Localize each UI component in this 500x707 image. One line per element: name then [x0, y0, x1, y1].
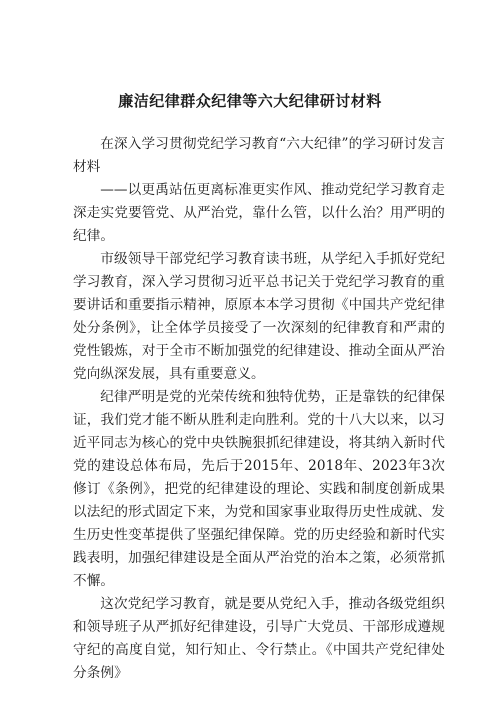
paragraph-education-goal: 这次党纪学习教育，就是要从党纪入手，推动各级党组织和领导班子从严抓好纪律建设，引导广大党员、干部形成遵规守纪的高度自觉，知行知止、令行禁止。《中国共产党纪律处分条例》	[73, 596, 445, 681]
document-title: 廉洁纪律群众纪律等六大纪律研讨材料	[118, 92, 382, 110]
document-body	[73, 133, 445, 685]
paragraph-subtitle: ——以更禹站伍更离标准更实作风、推动党纪学习教育走深走实党要管党、从严治党，靠什么管，以什么治？用严明的纪律。	[73, 182, 445, 244]
paragraph-discipline-tradition: 纪律严明是党的光荣传统和独特优势，正是靠铁的纪律保证，我们党才能不断从胜利走向胜利。党的十八大以来，以习近平同志为核心的党中央铁腕狠抓纪律建设，将其纳入新时代党的建设总体布局，先后于2015年、2018年、2023年3次修订《条例》，把党的纪律建设的理论、实践和制度创新成果以法纪的形式固定下来，为党和国家事业取得历史性成就、发生历史性变革提供了坚强纪律保障。党的历史经验和新时代实践表明，加强纪律建设是全面从严治党的治本之策，必须常抓不懈。	[73, 389, 445, 589]
paragraph-intro: 在深入学习贯彻党纪学习教育“六大纪律”的学习研讨发言材料	[73, 136, 445, 175]
paragraph-reading-class: 市级领导干部党纪学习教育读书班，从学纪入手抓好党纪学习教育，深入学习贯彻习近平总书记关于党纪学习教育的重要讲话和重要指示精神，原原本本学习贯彻《中国共产党纪律处分条例》，让全体学员接受了一次深刻的纪律教育和严肃的党性锻炼，对于全市不断加强党的纪律建设、推动全面从严治党向纵深发展，具有重要意义。	[73, 251, 445, 382]
